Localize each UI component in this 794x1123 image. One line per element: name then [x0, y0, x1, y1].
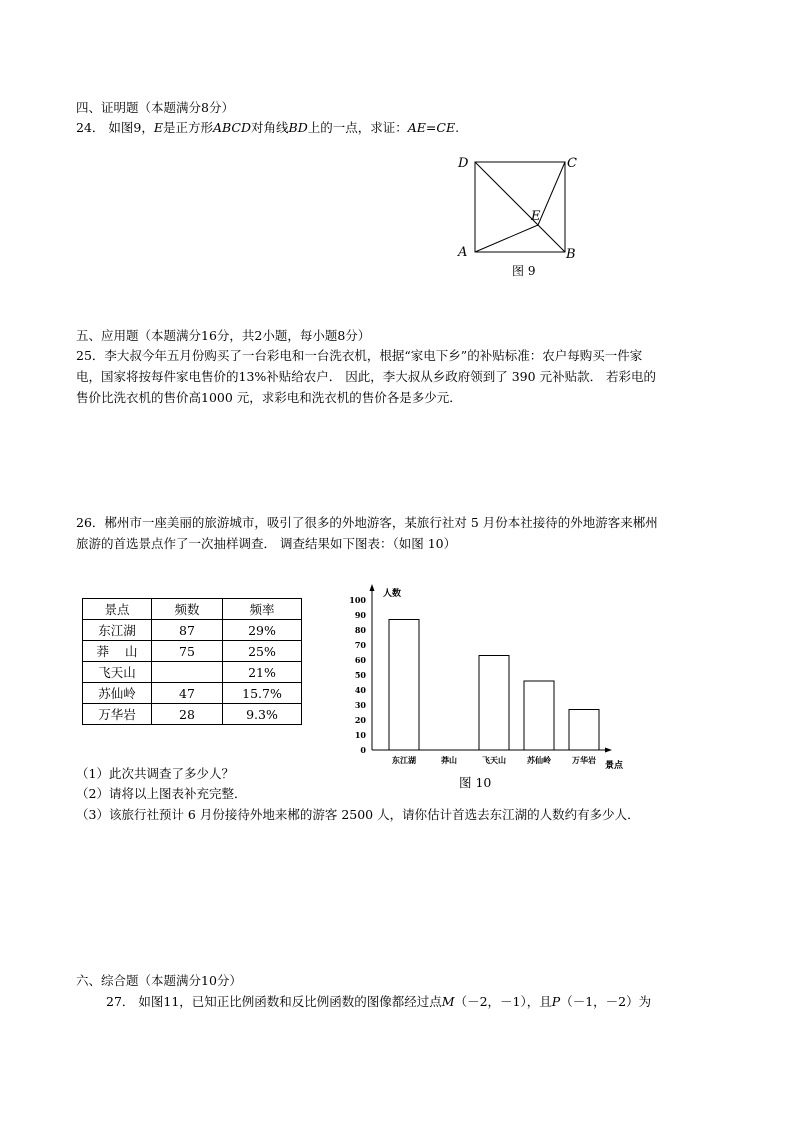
y-tick-label: 0 [360, 745, 366, 755]
table-header-cell: 频数 [152, 599, 223, 620]
table-cell: 苏仙岭 [83, 683, 152, 704]
table-cell: 21% [223, 662, 302, 683]
frequency-table [82, 598, 302, 725]
y-tick-label: 80 [354, 625, 366, 635]
table-cell: 莽 山 [83, 641, 152, 662]
bar-2 [479, 656, 509, 751]
label-c: C [567, 156, 577, 171]
segment-ce [538, 162, 565, 225]
table-cell: 万华岩 [83, 704, 152, 725]
table-row [83, 662, 302, 683]
table-cell: 东江湖 [83, 620, 152, 641]
section6-heading: 六、综合题（本题满分10分） [76, 973, 242, 988]
y-axis-label: 人数 [383, 589, 402, 599]
y-tick-label: 40 [354, 685, 366, 695]
table-cell: 75 [152, 641, 223, 662]
q24-e: E [153, 120, 163, 135]
figure-9-caption: 图 9 [512, 264, 536, 278]
table-header-cell: 频率 [223, 599, 302, 620]
q26-sub3: （3）该旅行社预计 6 月份接待外地来郴的游客 2500 人，请你估计首选去东江湖的人数约有多少人． [76, 807, 640, 822]
diagonal-bd [475, 162, 565, 252]
q27-m: M [441, 994, 455, 1009]
table-row [83, 641, 302, 662]
table-cell [152, 662, 223, 683]
y-tick-label: 100 [349, 595, 366, 605]
x-category-label: 万华岩 [572, 755, 596, 765]
table-header-row [83, 599, 302, 620]
table-cell: 47 [152, 683, 223, 704]
section4-heading: 四、证明题（本题满分8分） [76, 100, 234, 115]
q26-sub2: （2）请将以上图表补充完整． [76, 786, 247, 801]
label-a: A [458, 245, 468, 260]
y-tick-label: 30 [354, 700, 366, 710]
q25-line2: 电，国家将按每件家电售价的13%补贴给农户． 因此，李大叔从乡政府领到了 390 元补贴款． 若彩电的 [76, 369, 657, 384]
q25-line1: 25．李大叔今年五月份购买了一台彩电和一台洗衣机，根据“家电下乡”的补贴标准：农户每购买一件家 [76, 348, 643, 363]
table-cell: 29% [223, 620, 302, 641]
q24-mid3: 上的一点，求证： [307, 120, 408, 135]
segment-ae [475, 225, 538, 252]
y-tick-label: 60 [354, 655, 366, 665]
q24-claim: AE=CE [407, 120, 456, 135]
q27-pcoords: （－1，－2）为 [560, 994, 652, 1009]
label-e: E [531, 209, 541, 224]
bar-chart [340, 582, 640, 777]
q26-line2: 旅游的首选景点作了一次抽样调查． 调查结果如下图表：（如图 10） [76, 536, 457, 551]
q24-abcd: ABCD [212, 120, 252, 135]
q24-text [76, 118, 459, 138]
y-tick-label: 70 [354, 640, 366, 650]
figure-9 [450, 150, 590, 280]
y-tick-label: 50 [354, 670, 366, 680]
bar-0 [389, 620, 419, 751]
table-header-cell: 景点 [83, 599, 152, 620]
y-axis-arrow [370, 584, 375, 591]
label-d: D [458, 156, 469, 171]
bar-4 [569, 710, 599, 751]
bar-3 [524, 681, 554, 750]
q27-mcoords: （－2，－1），且 [454, 994, 552, 1009]
y-tick-label: 90 [354, 610, 366, 620]
table-row [83, 704, 302, 725]
q24-bd: BD [288, 120, 308, 135]
q25-line3: 售价比洗衣机的售价高1000 元，求彩电和洗衣机的售价各是多少元． [76, 390, 462, 405]
y-tick-label: 20 [354, 715, 366, 725]
table-row [83, 683, 302, 704]
figure-10-caption: 图 10 [459, 775, 492, 790]
label-b: B [566, 247, 576, 262]
x-category-label: 飞天山 [482, 755, 506, 765]
section5-heading: 五、应用题（本题满分16分，共2小题，每小题8分） [76, 328, 371, 343]
q27-p: P [551, 994, 561, 1009]
q26-sub1: （1）此次共调查了多少人？ [76, 766, 234, 781]
y-tick-label: 10 [354, 730, 366, 740]
q24-end: . [455, 120, 460, 135]
table-cell: 25% [223, 641, 302, 662]
q26-line1: 26．郴州市一座美丽的旅游城市，吸引了很多的外地游客，某旅行社对 5 月份本社接待的外地游客来郴州 [76, 515, 658, 530]
table-cell: 87 [152, 620, 223, 641]
q24-mid1: 是正方形 [162, 120, 213, 135]
table-cell: 28 [152, 704, 223, 725]
x-category-label: 东江湖 [392, 755, 416, 765]
x-axis-label: 景点 [605, 761, 624, 771]
q27-text [106, 992, 651, 1012]
table-cell: 飞天山 [83, 662, 152, 683]
x-axis-arrow [605, 748, 612, 753]
x-category-label: 莽山 [441, 755, 457, 765]
x-category-label: 苏仙岭 [527, 755, 551, 765]
table-cell: 15.7% [223, 683, 302, 704]
q27-prefix: 27． 如图11，已知正比例函数和反比例函数的图像都经过点 [106, 994, 442, 1009]
q24-prefix: 24． 如图9， [76, 120, 154, 135]
q24-mid2: 对角线 [251, 120, 289, 135]
table-cell: 9.3% [223, 704, 302, 725]
table-row [83, 620, 302, 641]
